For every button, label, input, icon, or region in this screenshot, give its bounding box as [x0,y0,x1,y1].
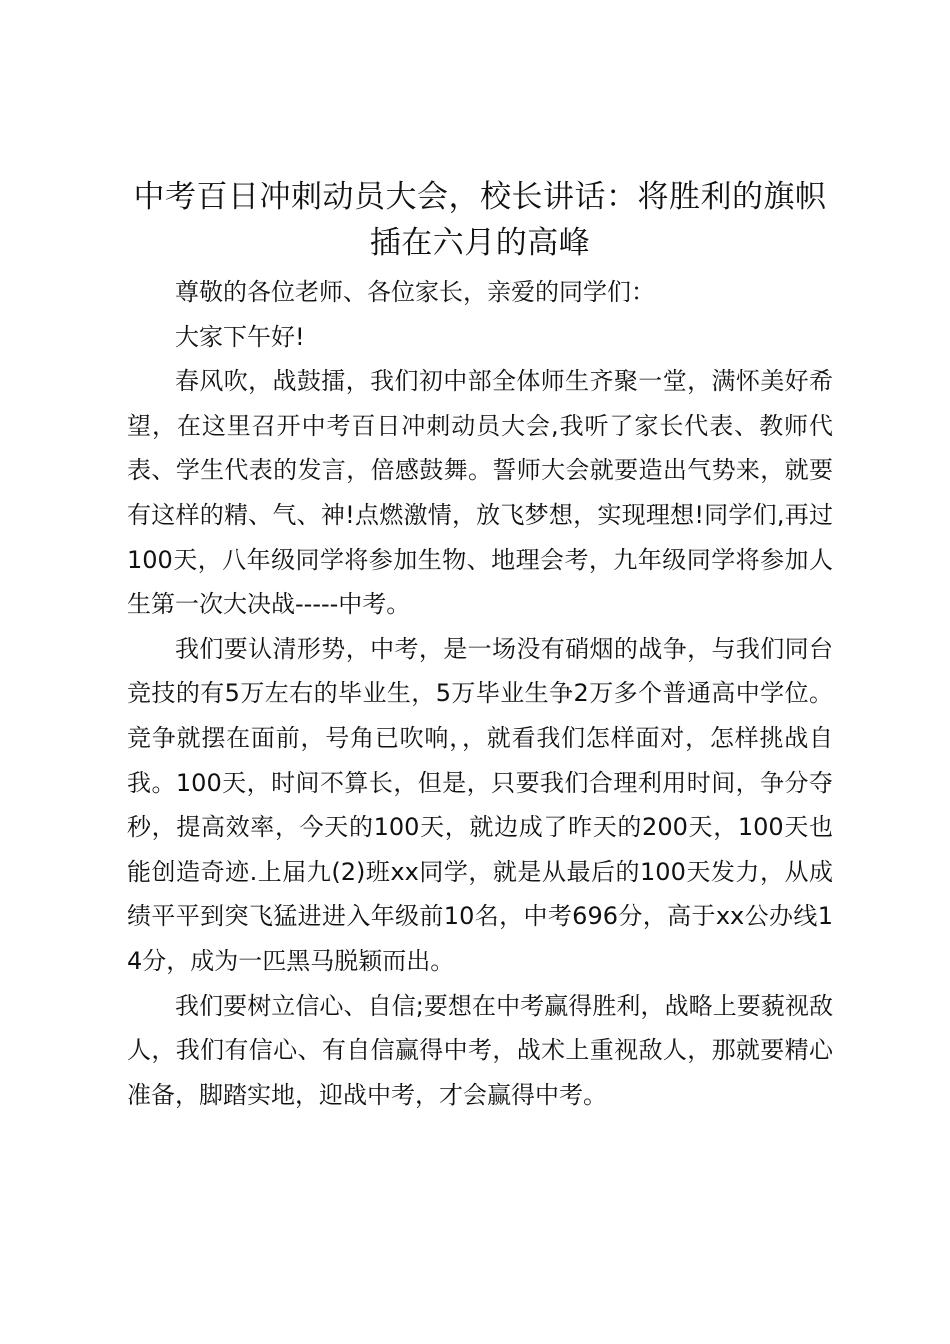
body-paragraph: 我们要认清形势，中考，是一场没有硝烟的战争，与我们同台竞技的有5万左右的毕业生，5万毕业生争2万多个普通高中学位。竞争就摆在面前，号角已吹响，，就看我们怎样面对，怎样挑战自我。100天，时间不算长，但是，只要我们合理利用时间，争分夺秒，提高效率，今天的100天，就边成了昨天的200天，100天也能创造奇迹.上届九(2)班xx同学，就是从最后的100天发力，从成绩平平到突飞猛进进入年级前10名，中考696分，高于xx公办线14分，成为一匹黑马脱颖而出。 [127,634,833,975]
salutation-paragraph: 尊敬的各位老师、各位家长，亲爱的同学们： [175,278,655,306]
body-paragraph: 春风吹，战鼓擂，我们初中部全体师生齐聚一堂，满怀美好希望，在这里召开中考百日冲刺动员大会,我听了家长代表、教师代表、学生代表的发言，倍感鼓舞。誓师大会就要造出气势来，就要有这样的精、气、神!点燃激情，放飞梦想，实现理想!同学们,再过100天，八年级同学将参加生物、地理会考，九年级同学将参加人生第一次大决战-----中考。 [127,367,833,619]
greeting-paragraph: 大家下午好! [175,322,305,351]
document-body [127,174,833,1117]
body-paragraph: 我们要树立信心、自信;要想在中考赢得胜利，战略上要藐视敌人，我们有信心、有自信赢得中考，战术上重视敌人，那就要精心准备，脚踏实地，迎战中考，才会赢得中考。 [127,991,833,1109]
document-title: 中考百日冲刺动员大会，校长讲话：将胜利的旗帜插在六月的高峰 [133,179,827,261]
